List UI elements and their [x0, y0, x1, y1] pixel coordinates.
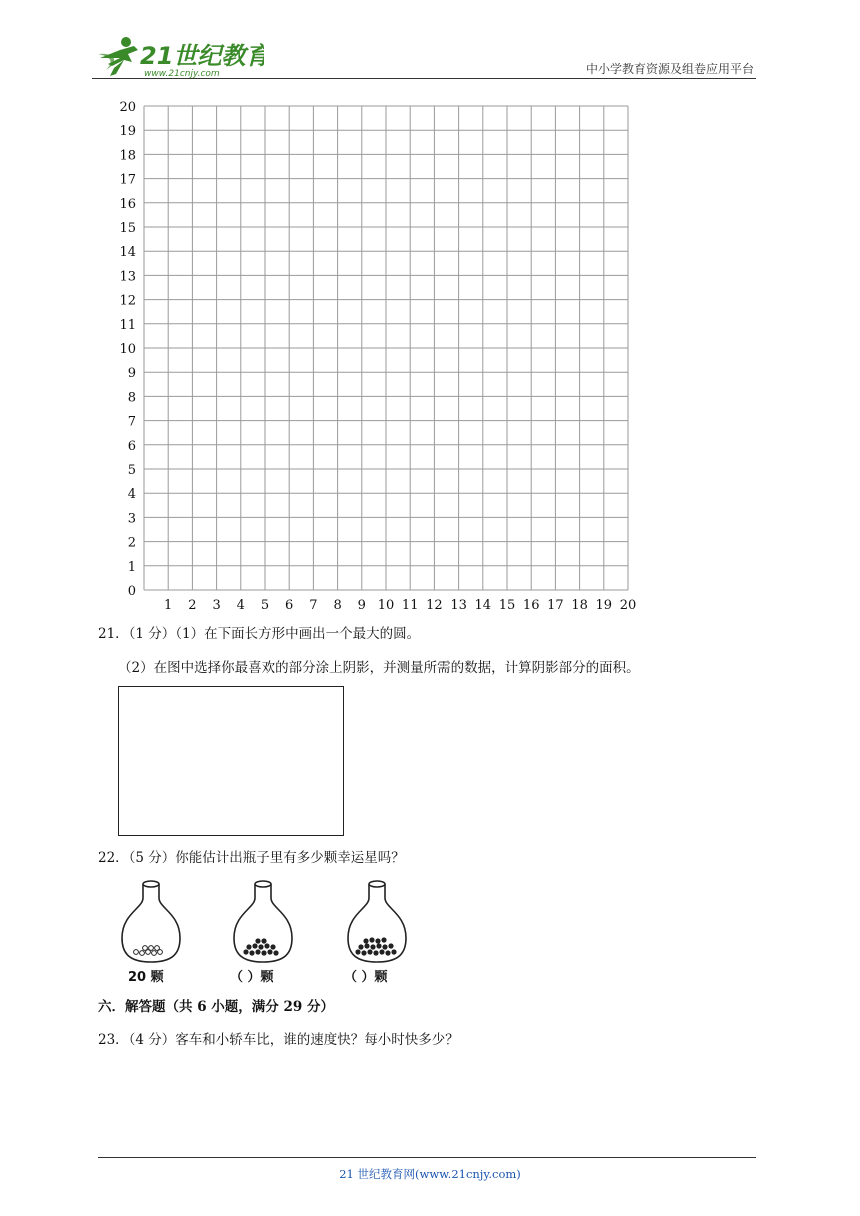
- x-tick-label: 1: [164, 598, 173, 613]
- bottle-label-3: （ ）颗: [344, 970, 388, 985]
- header-divider: [92, 78, 756, 79]
- y-tick-label: 6: [127, 438, 136, 454]
- coordinate-grid: [108, 100, 648, 616]
- x-tick-label: 19: [595, 598, 613, 613]
- y-tick-label: 3: [127, 511, 136, 527]
- x-tick-label: 5: [260, 598, 270, 613]
- x-tick-label: 17: [547, 598, 564, 613]
- y-tick-label: 1: [127, 559, 136, 575]
- question-21-line2: （2）在图中选择你最喜欢的部分涂上阴影，并测量所需的数据，计算阴影部分的面积。: [118, 660, 640, 676]
- x-tick-label: 18: [571, 598, 588, 613]
- question-22: 22．（5 分）你能估计出瓶子里有多少颗幸运星吗？: [98, 850, 405, 866]
- footer-text: 21 世纪教育网(www.21cnjy.com): [339, 1167, 521, 1181]
- logo-url: www.21cnjy.com: [144, 69, 220, 79]
- x-tick-label: 15: [498, 598, 516, 613]
- y-tick-label: 8: [127, 390, 136, 406]
- bottle-row: [118, 878, 418, 988]
- y-tick-label: 19: [119, 124, 136, 140]
- y-tick-label: 12: [119, 293, 136, 309]
- bottle-label-1: 20 颗: [128, 970, 164, 985]
- x-tick-label: 10: [377, 598, 395, 613]
- y-tick-label: 7: [127, 414, 136, 430]
- y-tick-label: 4: [127, 487, 136, 503]
- x-tick-label: 7: [309, 598, 318, 613]
- bottle-label-2: （ ）颗: [230, 970, 274, 985]
- y-tick-label: 2: [127, 535, 136, 551]
- x-tick-label: 9: [357, 598, 366, 613]
- y-tick-label: 17: [119, 172, 136, 188]
- x-tick-label: 12: [426, 598, 443, 613]
- x-tick-label: 16: [522, 598, 540, 613]
- y-tick-label: 16: [119, 196, 136, 212]
- bottle-icon: [118, 878, 184, 970]
- y-tick-label: 5: [127, 463, 136, 478]
- logo-text: 21世纪教育: [140, 42, 264, 70]
- y-tick-label: 20: [119, 100, 136, 115]
- section-6-title: 六．解答题（共 6 小题，满分 29 分）: [98, 999, 334, 1015]
- x-tick-label: 13: [450, 598, 467, 613]
- x-tick-label: 4: [236, 598, 245, 613]
- y-tick-label: 13: [119, 269, 136, 285]
- drawing-rectangle: [118, 686, 344, 836]
- bottle-icon: [344, 878, 410, 970]
- x-tick-label: 11: [401, 598, 419, 613]
- y-tick-label: 0: [127, 584, 136, 599]
- x-tick-label: 3: [212, 598, 221, 613]
- bottle-icon: [230, 878, 296, 970]
- y-tick-label: 9: [127, 366, 136, 382]
- y-tick-label: 18: [119, 148, 136, 164]
- footer-divider: [98, 1157, 756, 1158]
- y-tick-label: 10: [119, 342, 136, 357]
- site-logo: [94, 36, 264, 80]
- platform-text: 中小学教育资源及组卷应用平台: [585, 62, 754, 76]
- x-tick-label: 6: [285, 598, 294, 613]
- question-23: 23．（4 分）客车和小轿车比，谁的速度快？每小时快多少？: [98, 1032, 459, 1048]
- y-tick-label: 11: [119, 317, 136, 333]
- y-tick-label: 15: [119, 221, 136, 236]
- y-tick-label: 14: [119, 245, 136, 261]
- x-tick-label: 14: [474, 598, 492, 613]
- x-tick-label: 8: [333, 598, 342, 613]
- x-tick-label: 2: [188, 598, 197, 613]
- question-21-line1: 21．（1 分）（1）在下面长方形中画出一个最大的圆。: [98, 626, 421, 642]
- x-tick-label: 20: [619, 598, 637, 613]
